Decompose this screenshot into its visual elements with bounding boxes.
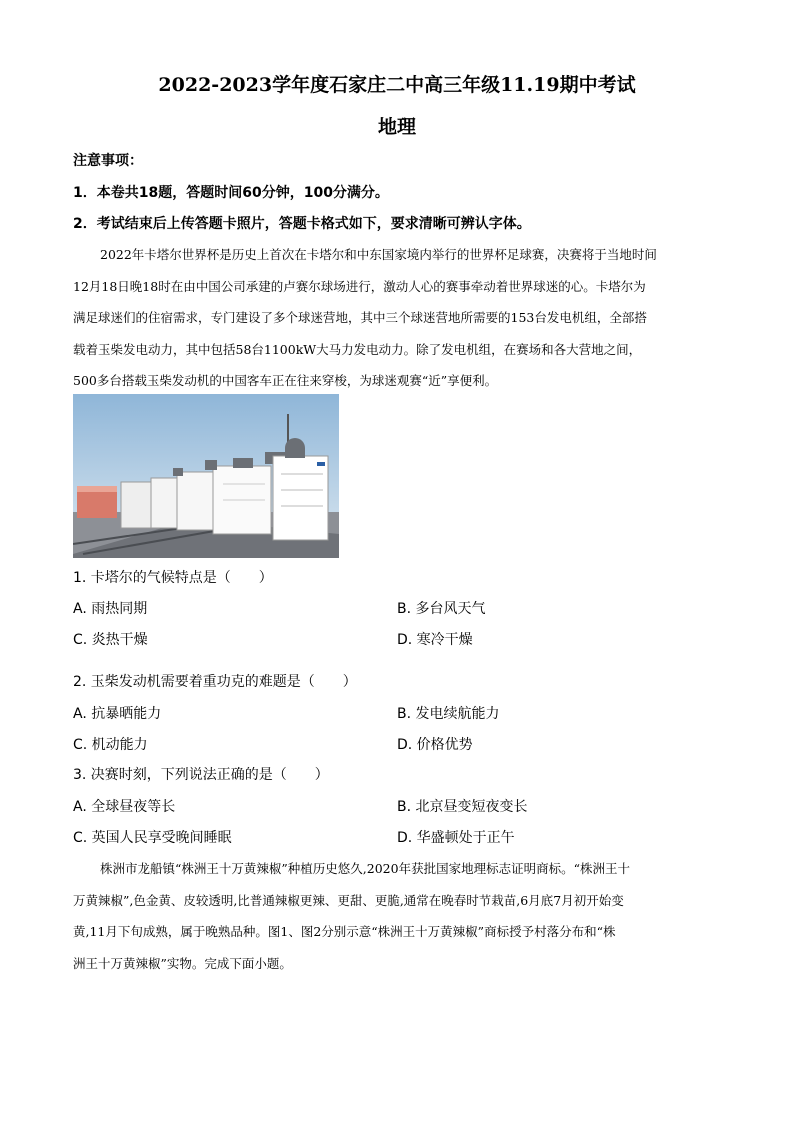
question-2-option-b: B. 发电续航能力 — [397, 706, 500, 722]
question-1-option-c: C. 炎热干燥 — [73, 632, 148, 648]
subject-title: 地理 — [377, 116, 416, 138]
notice-heading: 注意事项： — [73, 153, 143, 169]
passage-line: 12月18日晚18时在由中国公司承建的卢赛尔球场进行，激动人心的赛事牵动着世界球迷的心。卡塔尔为 — [73, 278, 646, 294]
passage-line: 500多台搭载玉柴发动机的中国客车正在往来穿梭，为球迷观赛“近”享便利。 — [73, 373, 498, 388]
notice-item: 2．考试结束后上传答题卡照片，答题卡格式如下，要求清晰可辨认字体。 — [73, 216, 531, 232]
question-1-option-d: D. 寒冷干燥 — [397, 632, 473, 648]
passage-line: 株洲市龙船镇“株洲王十万黄辣椒”种植历史悠久,2020年获批国家地理标志证明商标。“株洲王十 — [100, 861, 630, 876]
notice-item: 1．本卷共18题，答题时间60分钟，100分满分。 — [73, 185, 389, 201]
passage-line: 万黄辣椒”,色金黄、皮较透明,比普通辣椒更辣、更甜、更脆,通常在晚春时节栽苗,6月底7月初开始变 — [73, 892, 624, 908]
passage-line: 黄,11月下旬成熟，属于晚熟品种。图1、图2分别示意“株洲王十万黄辣椒”商标授予村落分布和“株 — [73, 924, 616, 939]
question-3-stem: 3. 决赛时刻，下列说法正确的是（ ） — [73, 767, 329, 783]
question-3-option-a: A. 全球昼夜等长 — [73, 799, 176, 815]
question-3-option-d: D. 华盛顿处于正午 — [397, 830, 515, 846]
passage-pepper — [73, 853, 723, 979]
question-1-stem: 1. 卡塔尔的气候特点是（ ） — [73, 570, 273, 586]
page-title: 2022-2023学年度石家庄二中高三年级11.19期中考试 — [158, 74, 636, 96]
question-1-option-a: A. 雨热同期 — [73, 601, 148, 617]
question-2-option-a: A. 抗暴晒能力 — [73, 706, 162, 722]
generator-photo — [73, 394, 339, 558]
passage-line: 洲王十万黄辣椒”实物。完成下面小题。 — [73, 955, 292, 971]
question-2-stem: 2. 玉柴发动机需要着重功克的难题是（ ） — [73, 674, 357, 690]
question-3-option-b: B. 北京昼变短夜变长 — [397, 799, 528, 815]
passage-line: 载着玉柴发电动力，其中包括58台1100kW大马力发电动力。除了发电机组，在赛场和各大营地之间， — [73, 341, 642, 357]
passage-qatar — [73, 239, 723, 397]
passage-line: 满足球迷们的住宿需求，专门建设了多个球迷营地，其中三个球迷营地所需要的153台发电机组，全部搭 — [73, 310, 647, 325]
question-2-option-d: D. 价格优势 — [397, 737, 473, 753]
question-3-option-c: C. 英国人民享受晚间睡眠 — [73, 830, 232, 846]
question-1-option-b: B. 多台风天气 — [397, 601, 486, 617]
question-2-option-c: C. 机动能力 — [73, 737, 148, 753]
passage-line: 2022年卡塔尔世界杯是历史上首次在卡塔尔和中东国家境内举行的世界杯足球赛，决赛将于当地时间 — [100, 247, 657, 262]
